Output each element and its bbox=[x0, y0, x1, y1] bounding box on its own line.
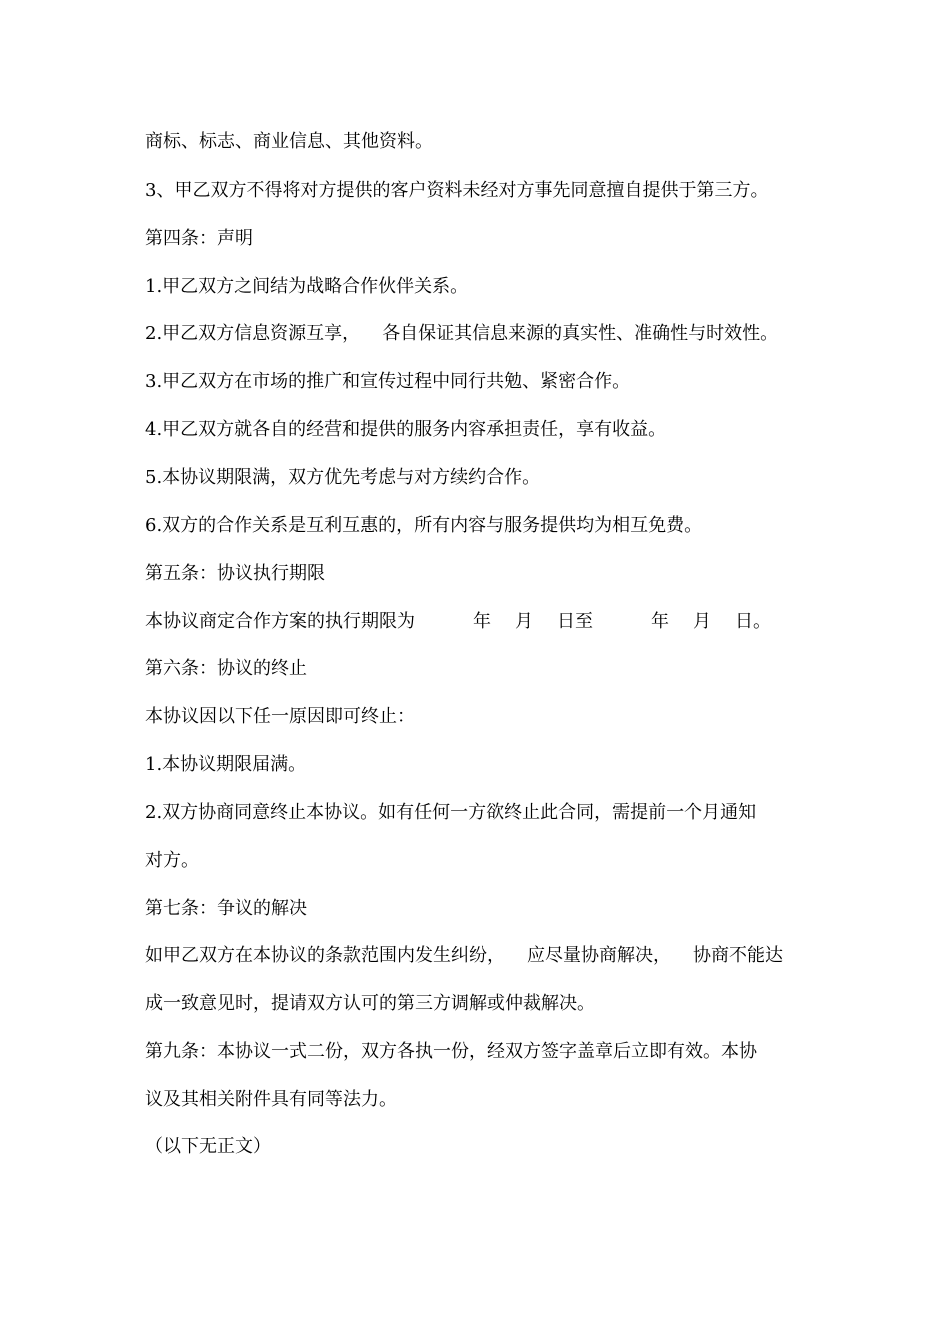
list-item: 2.双方协商同意终止本协议。如有任何一方欲终止此合同，需提前一个月通知 bbox=[145, 802, 757, 823]
paragraph-line: 对方。 bbox=[145, 850, 199, 871]
end-note: （以下无正文） bbox=[145, 1136, 271, 1157]
list-item-part: 2.甲乙双方信息资源互享， bbox=[145, 323, 361, 344]
paragraph-line: 商标、标志、商业信息、其他资料。 bbox=[145, 131, 433, 152]
blank-month-label: 月 bbox=[515, 611, 533, 632]
paragraph-line: 本协议因以下任一原因即可终止： bbox=[145, 706, 415, 727]
blank-year-label: 年 bbox=[473, 611, 491, 632]
section-heading: 第六条：协议的终止 bbox=[145, 658, 307, 679]
paragraph-part: 应尽量协商解决， bbox=[527, 945, 671, 966]
section-heading: 第四条：声明 bbox=[145, 228, 253, 249]
paragraph-line: 议及其相关附件具有同等法力。 bbox=[145, 1089, 397, 1110]
term-prefix: 本协议商定合作方案的执行期限为 bbox=[145, 611, 415, 632]
list-item: 5.本协议期限满，双方优先考虑与对方续约合作。 bbox=[145, 467, 541, 488]
section-heading: 第五条：协议执行期限 bbox=[145, 563, 325, 584]
term-line bbox=[145, 610, 771, 634]
paragraph-line: 第九条：本协议一式二份，双方各执一份，经双方签字盖章后立即有效。本协 bbox=[145, 1041, 757, 1062]
list-item: 1.本协议期限届满。 bbox=[145, 754, 307, 775]
paragraph-part: 协商不能达 bbox=[693, 945, 783, 966]
paragraph-line: 成一致意见时，提请双方认可的第三方调解或仲裁解决。 bbox=[145, 993, 595, 1014]
paragraph-line bbox=[145, 944, 783, 968]
list-item: 1.甲乙双方之间结为战略合作伙伴关系。 bbox=[145, 276, 469, 297]
blank-month-label: 月 bbox=[693, 611, 711, 632]
blank-day-label: 日。 bbox=[735, 611, 771, 632]
paragraph-line: 3、甲乙双方不得将对方提供的客户资料未经对方事先同意擅自提供于第三方。 bbox=[145, 180, 769, 201]
list-item bbox=[145, 322, 778, 346]
blank-day-label: 日至 bbox=[557, 611, 593, 632]
blank-year-label: 年 bbox=[651, 611, 669, 632]
list-item-part: 各自保证其信息来源的真实性、准确性与时效性。 bbox=[382, 323, 779, 344]
paragraph-part: 如甲乙双方在本协议的条款范围内发生纠纷， bbox=[145, 945, 505, 966]
list-item: 3.甲乙双方在市场的推广和宣传过程中同行共勉、紧密合作。 bbox=[145, 371, 631, 392]
list-item: 6.双方的合作关系是互利互惠的，所有内容与服务提供均为相互免费。 bbox=[145, 515, 703, 536]
section-heading: 第七条：争议的解决 bbox=[145, 898, 307, 919]
list-item: 4.甲乙双方就各自的经营和提供的服务内容承担责任，享有收益。 bbox=[145, 419, 667, 440]
